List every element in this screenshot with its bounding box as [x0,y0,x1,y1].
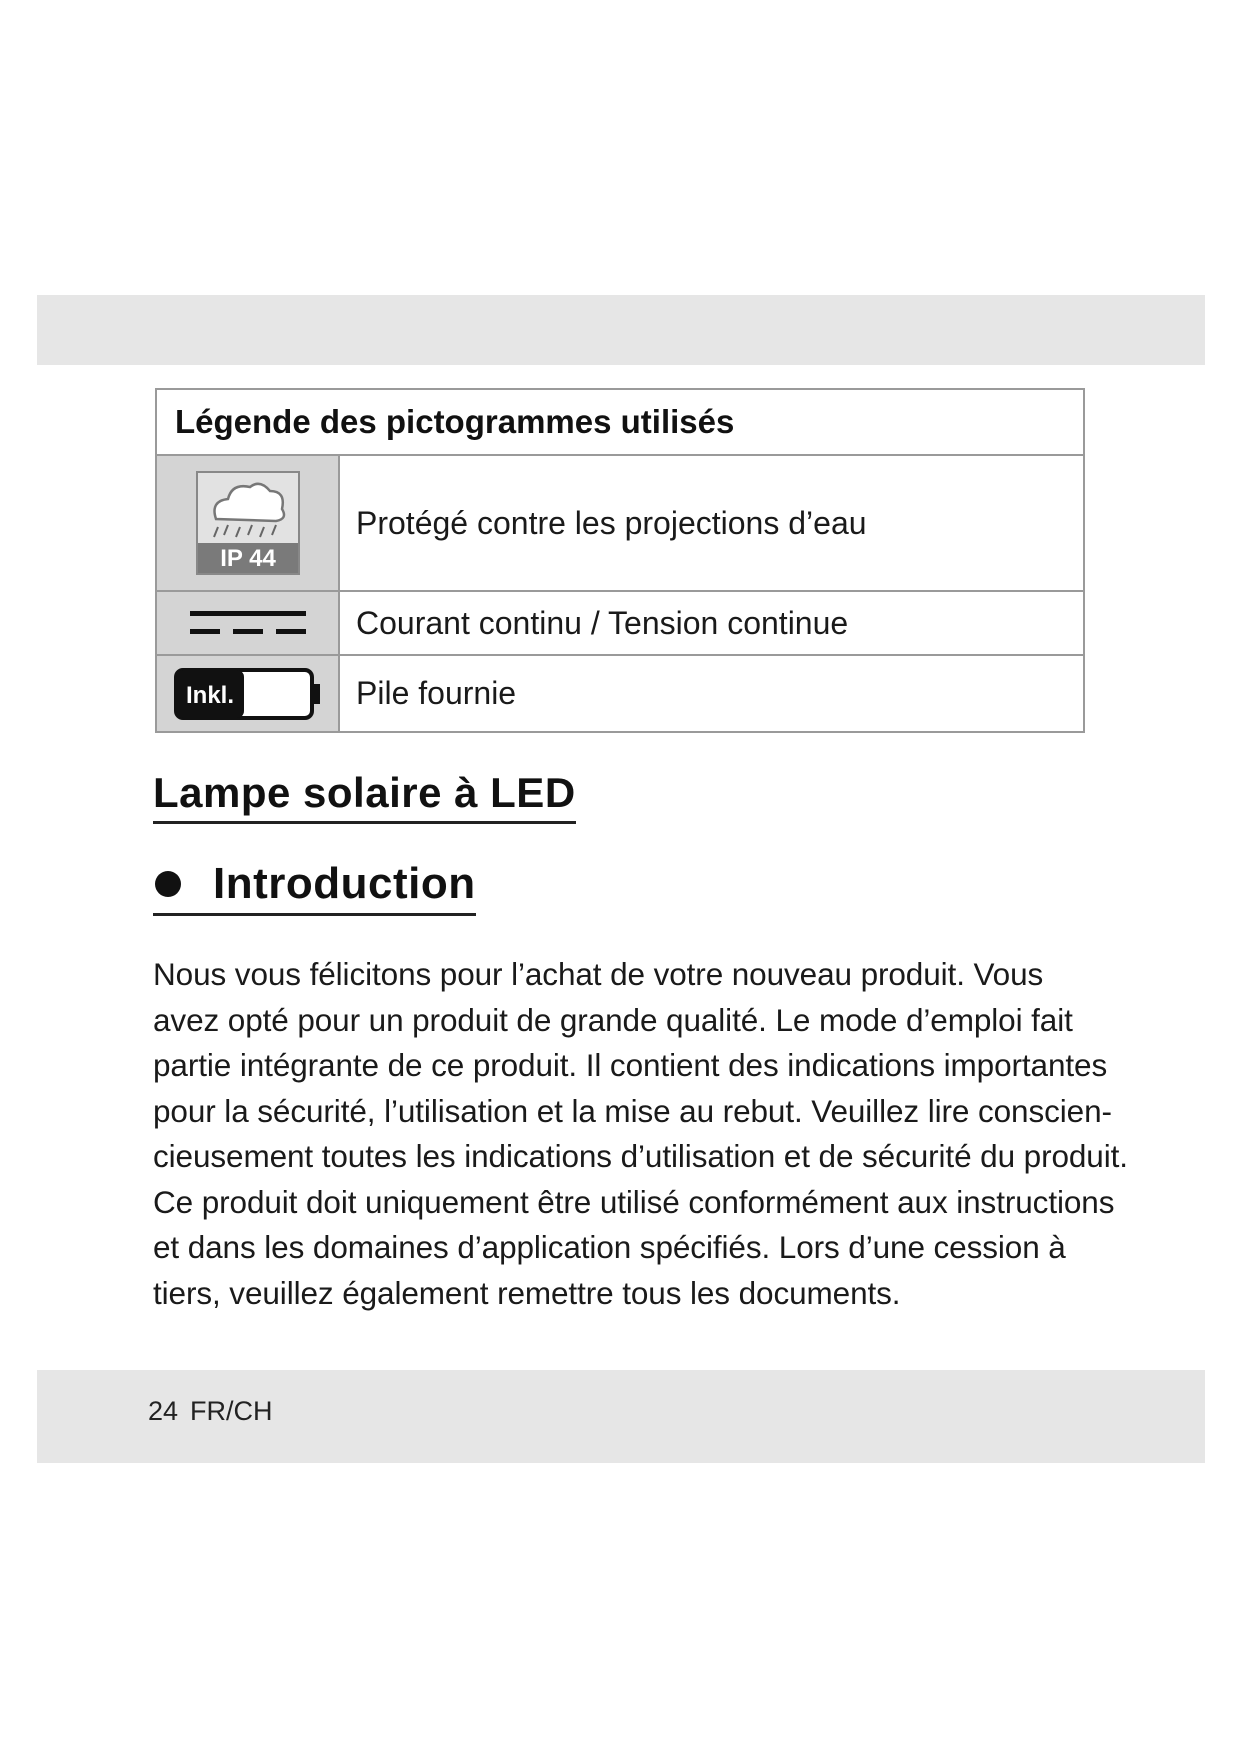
paragraph-line: partie intégrante de ce produit. Il contient des indications importantes [153,1047,1108,1083]
section-heading-text: Introduction [213,859,476,908]
splash-water-ip44-icon [196,471,300,575]
legend-row-battery [157,656,1083,731]
legend-text-splash: Protégé contre les projections d’eau [356,504,867,541]
legend-title: Légende des pictogrammes utilisés [157,390,1083,456]
paragraph-line: cieusement toutes les indications d’utilisation et de sécurité du produit. [153,1138,1128,1174]
paragraph-line: avez opté pour un produit de grande qualité. Le mode d’emploi fait [153,1001,1073,1038]
section-heading-introduction [153,857,476,916]
legend-row-ip44 [157,456,1083,592]
legend-icon-cell [157,456,340,590]
ip44-label: IP 44 [219,545,276,572]
introduction-paragraph [153,952,1128,1316]
direct-current-icon [188,605,308,641]
legend-row-dc [157,592,1083,656]
product-title: Lampe solaire à LED [153,767,576,824]
paragraph-line: tiers, veuillez également remettre tous les documents. [153,1274,901,1311]
paragraph-line: et dans les domaines d’application spécifiés. Lors d’une cession à [153,1229,1066,1265]
pictogram-legend-table [155,388,1085,733]
legend-text-battery: Pile fournie [356,675,517,711]
bullet-icon [155,871,181,897]
page-footer [148,1396,285,1427]
paragraph-line: Ce produit doit uniquement être utilisé conformément aux instructions [153,1183,1115,1220]
page-number: 24 [148,1396,179,1426]
paragraph-line: Nous vous félicitons pour l’achat de votre nouveau produit. Vous [153,956,1044,992]
paragraph-line: pour la sécurité, l’utilisation et la mise au rebut. Veuillez lire conscien- [153,1092,1112,1129]
legend-icon-cell [157,656,340,731]
locale-code: FR/CH [190,1396,273,1426]
legend-icon-cell [157,592,340,654]
legend-text-dc: Courant continu / Tension continue [356,604,849,641]
header-band [37,295,1205,365]
battery-included-icon [173,667,323,721]
battery-inkl-label: Inkl. [185,681,234,709]
